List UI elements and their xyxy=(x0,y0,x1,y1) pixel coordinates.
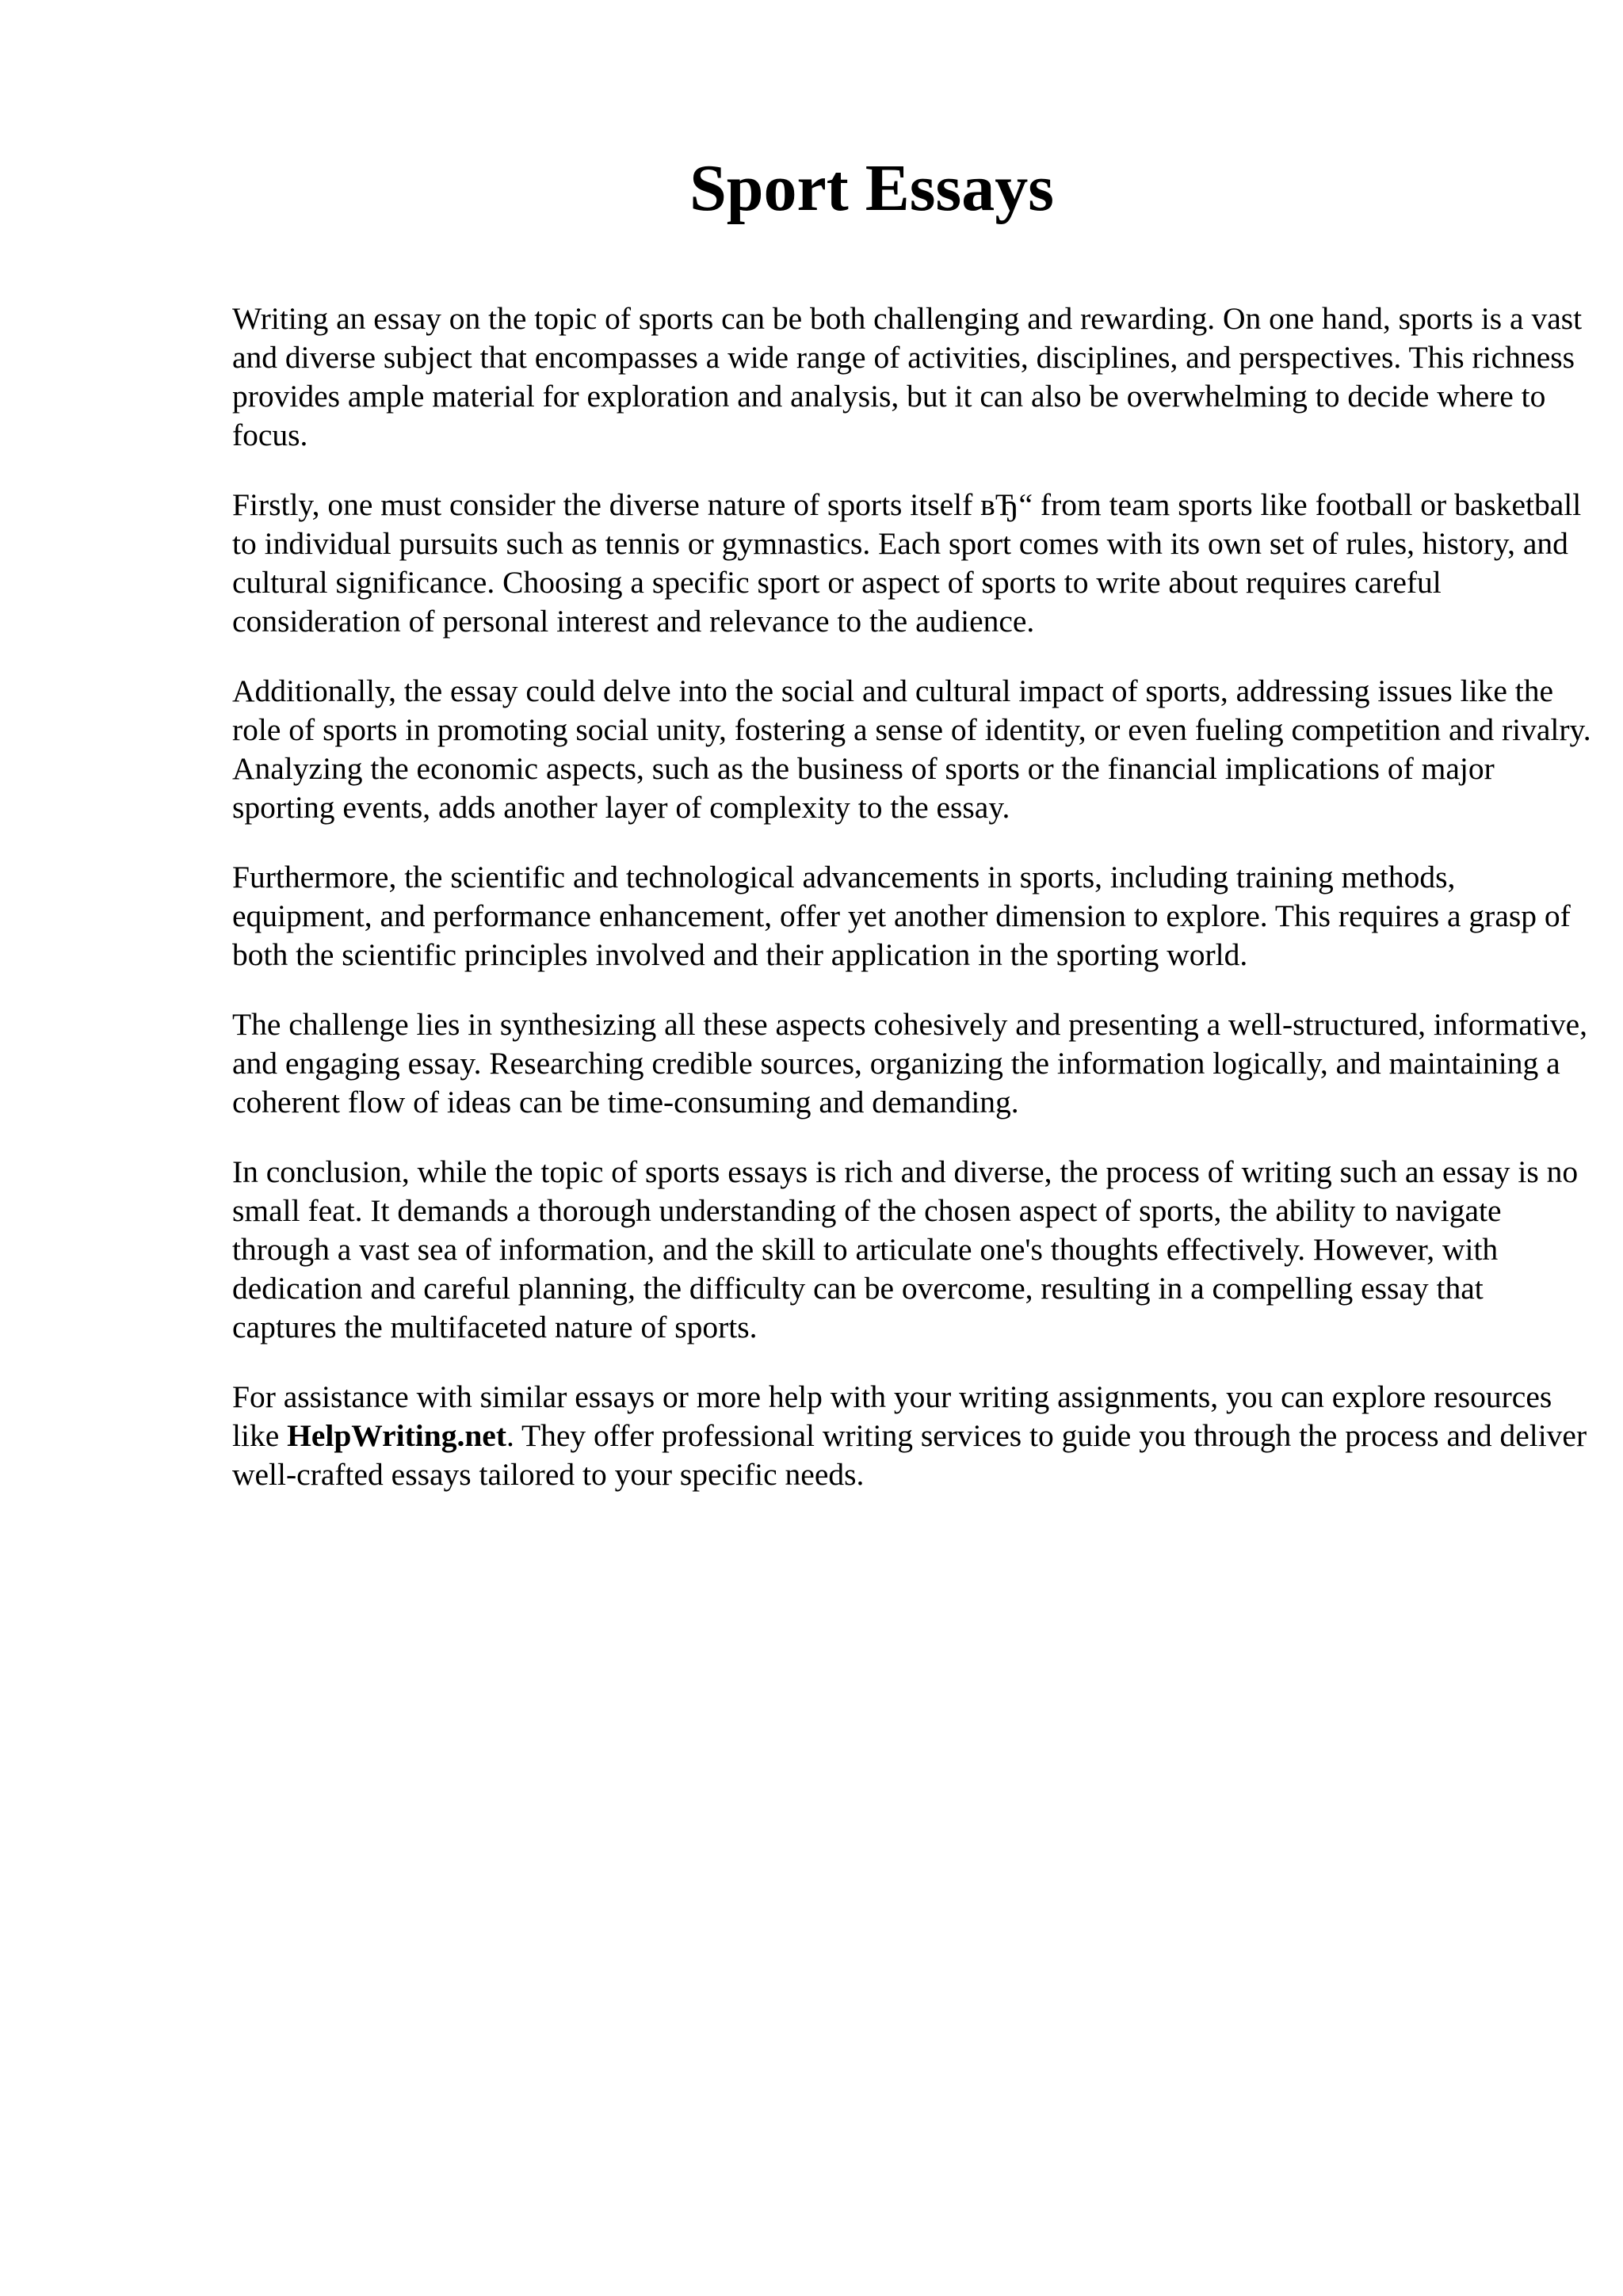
closing-text-before: For assistance with similar essays or more help with your writing assignments, you can explore resources like xyxy=(232,1379,1552,1453)
paragraph-challenge: The challenge lies in synthesizing all these aspects cohesively and presenting a well-structured, informative, and engaging essay. Researching credible sources, organizing the information logically, and maintaining a coherent flow of ideas can be time-consuming and demanding. xyxy=(232,1007,1588,1119)
paragraph-conclusion: In conclusion, while the topic of sports essays is rich and diverse, the process of writing such an essay is no small feat. It demands a thorough understanding of the chosen aspect of sports, the ability to navigate through a vast sea of information, and the skill to articulate one's thoughts effectively. However, with dedication and careful planning, the difficulty can be overcome, resulting in a compelling essay that captures the multifaceted nature of sports. xyxy=(232,1154,1579,1344)
paragraph-social-impact: Additionally, the essay could delve into the social and cultural impact of sports, addressing issues like the role of sports in promoting social unity, fostering a sense of identity, or even fueling competition and rivalry. Analyzing the economic aspects, such as the business of sports or the financial implications of major sporting events, adds another layer of complexity to the essay. xyxy=(232,673,1591,825)
paragraph-intro: Writing an essay on the topic of sports can be both challenging and rewarding. On one hand, sports is a vast and diverse subject that encompasses a wide range of activities, disciplines, and perspectives. This richness provides ample material for exploration and analysis, but it can also be overwhelming to decide where to focus. xyxy=(232,301,1583,452)
essay-body xyxy=(232,299,1595,1525)
helpwriting-link[interactable]: HelpWriting.net xyxy=(287,1418,506,1453)
paragraph-diverse-nature: Firstly, one must consider the diverse nature of sports itself вЂ“ from team sports like football or basketball to individual pursuits such as tennis or gymnastics. Each sport comes with its own set of rules, history, and cultural significance. Choosing a specific sport or aspect of sports to write about requires careful consideration of personal interest and relevance to the audience. xyxy=(232,487,1582,639)
closing-text-after: . They offer professional writing services to guide you through the process and deliver well-crafted essays tailored to your specific needs. xyxy=(232,1418,1587,1492)
paragraph-scientific: Furthermore, the scientific and technological advancements in sports, including training methods, equipment, and performance enhancement, offer yet another dimension to explore. This requires a grasp of both the scientific principles involved and their application in the sporting world. xyxy=(232,860,1571,972)
page-title: Sport Essays xyxy=(689,151,1054,225)
paragraph-closing xyxy=(232,1378,1595,1494)
